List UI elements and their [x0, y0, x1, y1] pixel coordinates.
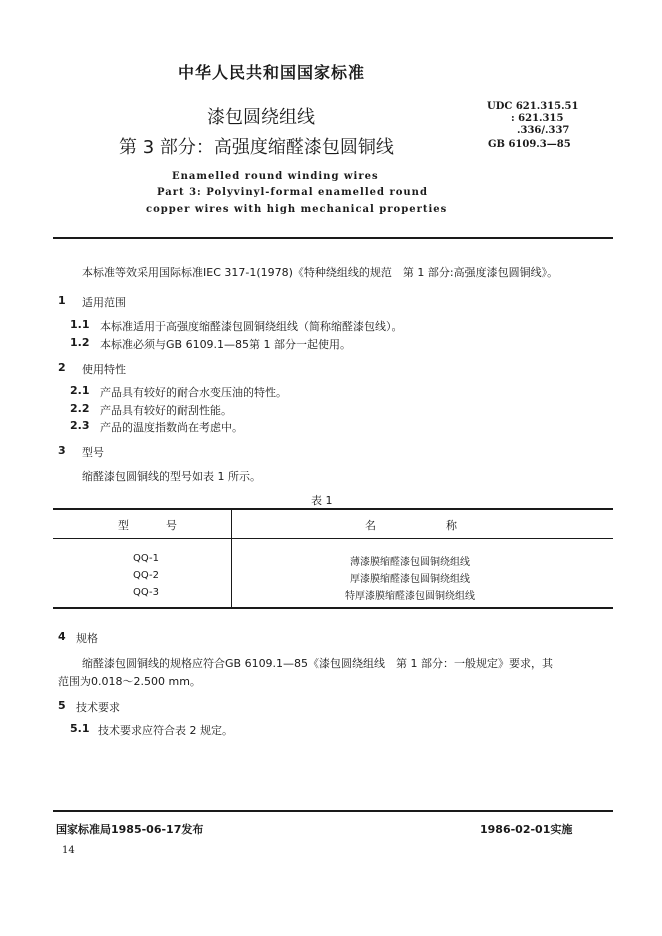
title-en-line3: copper wires with high mechanical properties	[146, 204, 448, 215]
section-2-2-number: 2.2	[70, 402, 90, 415]
issue-date: 国家标准局1985-06-17发布	[56, 823, 204, 836]
gb-number: GB 6109.3—85	[488, 139, 571, 150]
section-4-text-line1: 缩醛漆包圆铜线的规格应符合GB 6109.1—85《漆包圆绕组线 第 1 部分：一般规定》要求，其	[82, 657, 554, 670]
table-bottom-rule	[53, 607, 613, 609]
header-divider	[53, 237, 613, 239]
title-cn-line1: 漆包圆绕组线	[207, 107, 315, 128]
udc-code-line3: .336/.337	[517, 125, 570, 136]
table-header-model-a: 型	[118, 519, 129, 532]
table-cell-name: 厚漆膜缩醛漆包圆铜绕组线	[350, 574, 470, 585]
national-standard-heading: 中华人民共和国国家标准	[178, 63, 366, 82]
section-4-number: 4	[58, 630, 66, 643]
section-1-2-text: 本标准必须与GB 6109.1—85第 1 部分一起使用。	[100, 338, 352, 351]
section-2-number: 2	[58, 361, 66, 374]
intro-text: 本标准等效采用国际标准IEC 317-1(1978)《特种绕组线的规范 第 1 部分:高强度漆包圆铜线》。	[82, 266, 559, 279]
section-5-1-text: 技术要求应符合表 2 规定。	[98, 724, 233, 737]
section-3-text: 缩醛漆包圆铜线的型号如表 1 所示。	[82, 470, 261, 483]
table-header-rule	[53, 538, 613, 539]
section-1-2-number: 1.2	[70, 336, 90, 349]
table-1-caption: 表 1	[311, 494, 333, 507]
table-header-model-b: 号	[166, 519, 177, 532]
table-cell-name: 薄漆膜缩醛漆包圆铜绕组线	[350, 557, 470, 568]
section-3-title: 型号	[82, 446, 104, 459]
table-header-name-b: 称	[446, 519, 457, 532]
section-2-1-text: 产品具有较好的耐合水变压油的特性。	[100, 386, 287, 399]
effective-date: 1986-02-01实施	[480, 823, 573, 836]
table-top-rule	[53, 508, 613, 510]
section-5-number: 5	[58, 699, 66, 712]
table-cell-model: QQ-2	[133, 570, 159, 581]
section-2-title: 使用特性	[82, 363, 126, 376]
udc-code-line1: UDC 621.315.51	[487, 101, 579, 112]
section-1-title: 适用范围	[82, 296, 126, 309]
table-column-divider	[231, 508, 232, 608]
section-3-number: 3	[58, 444, 66, 457]
section-1-1-number: 1.1	[70, 318, 90, 331]
section-2-1-number: 2.1	[70, 384, 90, 397]
section-4-title: 规格	[76, 632, 98, 645]
table-cell-model: QQ-1	[133, 553, 159, 564]
table-header-name-a: 名	[365, 519, 376, 532]
section-5-title: 技术要求	[76, 701, 120, 714]
section-4-text-line2: 范围为0.018～2.500 mm。	[58, 675, 201, 688]
table-cell-model: QQ-3	[133, 587, 159, 598]
page-number: 14	[62, 845, 75, 856]
section-2-3-number: 2.3	[70, 419, 90, 432]
section-2-2-text: 产品具有较好的耐刮性能。	[100, 404, 232, 417]
udc-code-line2: : 621.315	[511, 113, 564, 124]
title-en-line2: Part 3: Polyvinyl-formal enamelled round	[157, 187, 428, 198]
section-5-1-number: 5.1	[70, 722, 90, 735]
footer-divider	[53, 810, 613, 812]
title-cn-line2: 第 3 部分：高强度缩醛漆包圆铜线	[119, 137, 394, 158]
title-en-line1: Enamelled round winding wires	[172, 171, 379, 182]
section-2-3-text: 产品的温度指数尚在考虑中。	[100, 421, 243, 434]
section-1-1-text: 本标准适用于高强度缩醛漆包圆铜绕组线（简称缩醛漆包线）。	[100, 320, 403, 333]
table-cell-name: 特厚漆膜缩醛漆包圆铜绕组线	[345, 591, 475, 602]
section-1-number: 1	[58, 294, 66, 307]
